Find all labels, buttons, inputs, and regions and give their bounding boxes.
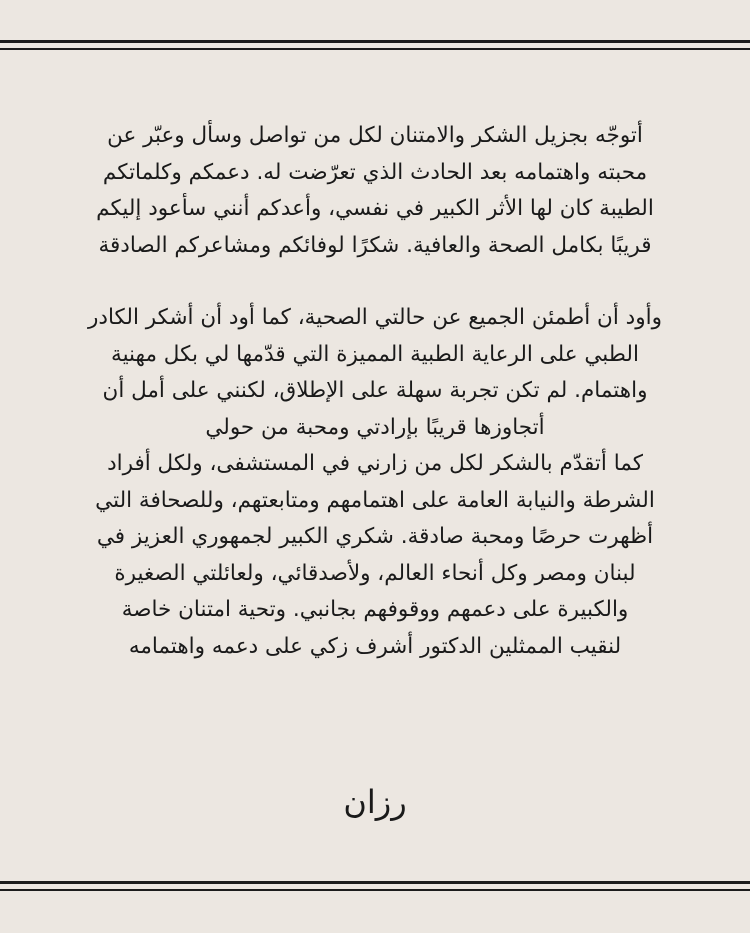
- bottom-divider-thick-line: [0, 881, 750, 884]
- paragraph-health: [22, 300, 728, 446]
- paragraph-line: واهتمام. لم تكن تجربة سهلة على الإطلاق، لكنني على أمل أن: [102, 378, 648, 403]
- paragraph-line: أتوجّه بجزيل الشكر والامتنان لكل من تواصل وسأل وعبّر عن: [107, 123, 643, 148]
- paragraph-thanks: [22, 118, 728, 264]
- letter-body: [22, 118, 728, 665]
- paragraph-line: لبنان ومصر وكل أنحاء العالم، ولأصدقائي، ولعائلتي الصغيرة: [114, 560, 636, 586]
- paragraph-line: كما أتقدّم بالشكر لكل من زارني في المستشفى، ولكل أفراد: [107, 451, 643, 476]
- paragraph-line: الطيبة كان لها الأثر الكبير في نفسي، وأعدكم أنني سأعود إليكم: [96, 196, 654, 221]
- paragraph-line: أتجاوزها قريبًا بإرادتي ومحبة من حولي: [205, 414, 545, 440]
- paragraph-line: لنقيب الممثلين الدكتور أشرف زكي على دعمه واهتمامه: [128, 633, 622, 659]
- paragraph-line: الطبي على الرعاية الطبية المميزة التي قدّمها لي بكل مهنية: [111, 341, 639, 367]
- paragraph-line: والكبيرة على دعمهم ووقوفهم بجانبي. وتحية امتنان خاصة: [121, 597, 629, 622]
- signature: رزان: [343, 783, 407, 821]
- top-divider: [0, 40, 750, 52]
- paragraph-line: وأود أن أطمئن الجميع عن حالتي الصحية، كما أود أن أشكر الكادر: [88, 305, 662, 330]
- paragraph-line: محبته واهتمامه بعد الحادث الذي تعرّضت له. دعمكم وكلماتكم: [102, 159, 648, 185]
- paragraph-line: أظهرت حرصًا ومحبة صادقة. شكري الكبير لجمهوري العزيز في: [96, 524, 654, 549]
- paragraph-line: قريبًا بكامل الصحة والعافية. شكرًا لوفائكم ومشاعركم الصادقة: [98, 232, 652, 258]
- paragraph-gap: [22, 264, 728, 300]
- top-divider-thin-line: [0, 48, 750, 50]
- bottom-divider-thin-line: [0, 889, 750, 891]
- bottom-divider: [0, 881, 750, 893]
- top-divider-thick-line: [0, 40, 750, 43]
- paragraph-gratitude: [22, 446, 728, 665]
- paragraph-line: الشرطة والنيابة العامة على اهتمامهم ومتابعتهم، وللصحافة التي: [95, 487, 655, 513]
